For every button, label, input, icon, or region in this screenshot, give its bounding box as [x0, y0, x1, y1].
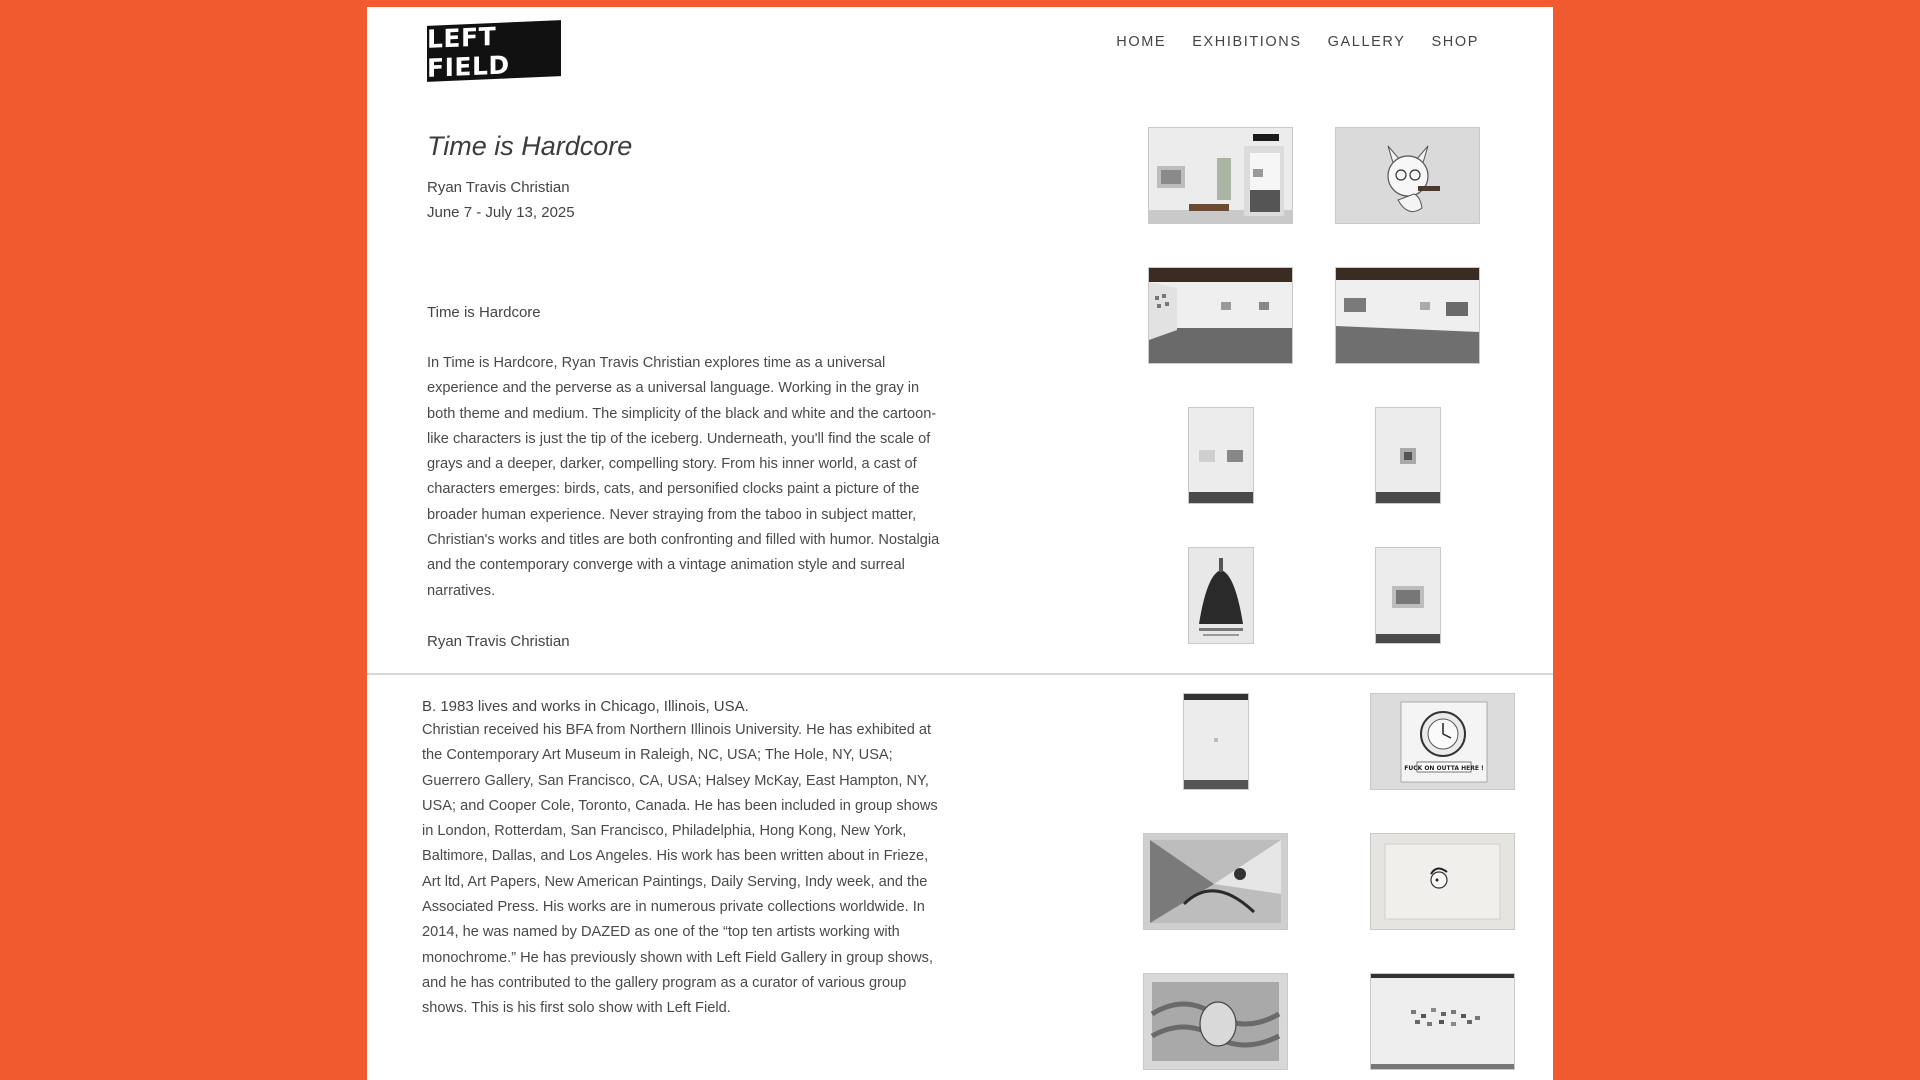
nav-gallery[interactable]: GALLERY [1327, 34, 1406, 50]
gallery-thumb-room-view-2[interactable] [1336, 268, 1479, 363]
exhibition-panel [367, 7, 1553, 673]
artwork-caption: FUCK ON OUTTA HERE ! [1404, 765, 1484, 772]
artist-bio-line1: B. 1983 lives and works in Chicago, Illinois, USA. [422, 698, 749, 715]
exhibition-title: Time is Hardcore [427, 131, 633, 161]
gallery-thumb-wall-3[interactable] [1376, 548, 1440, 643]
artist-bio-panel [367, 675, 1553, 1080]
main-nav [1116, 34, 1479, 50]
gallery-thumb-cat-drawing[interactable] [1336, 128, 1479, 223]
nav-shop[interactable]: SHOP [1431, 34, 1479, 50]
exhibition-description: In Time is Hardcore, Ryan Travis Christian explores time as a universal experience and the perverse as a universal language. Working in the gray in both theme and medium. The simplicity of the black and white and the cartoon-like characters is just the tip of the iceberg. Underneath, you'll find the scale of grays and a deeper, darker, compelling story. From his inner world, a cast of characters emerges: birds, cats, and personified clocks paint a picture of the broader human experience. Never straying from the taboo in subject matter, Christian's works and titles are both confronting and filled with humor. Nostalgia and the contemporary converge with a vintage animation style and surreal narratives. [427, 355, 940, 599]
artist-heading: Ryan Travis Christian [427, 633, 570, 650]
nav-home[interactable]: HOME [1116, 34, 1167, 50]
section-subheading: Time is Hardcore [427, 304, 541, 321]
gallery-thumb-room-view-1[interactable] [1149, 268, 1292, 363]
gallery-thumb-figure-drawing[interactable] [1144, 974, 1287, 1069]
gallery-thumb-entrance[interactable] [1149, 128, 1292, 223]
gallery-thumb-wall-4[interactable] [1184, 694, 1248, 789]
exhibition-dates: June 7 - July 13, 2025 [427, 204, 575, 221]
gallery-thumb-abstract-drawing[interactable] [1144, 834, 1287, 929]
gallery-thumb-mound-poster[interactable] [1189, 548, 1253, 643]
gallery-thumb-wall-2[interactable] [1376, 408, 1440, 503]
page [367, 7, 1553, 1080]
gallery-thumb-salon-wall[interactable] [1371, 974, 1514, 1069]
left-field-logo[interactable]: LEFT FIELD [427, 20, 561, 82]
nav-exhibitions[interactable]: EXHIBITIONS [1192, 34, 1302, 50]
gallery-thumb-wall-1[interactable] [1189, 408, 1253, 503]
gallery-thumb-clock-drawing[interactable] [1371, 694, 1514, 789]
artist-name: Ryan Travis Christian [427, 179, 570, 196]
artist-bio: Christian received his BFA from Northern Illinois University. He has exhibited at the Contemporary Art Museum in Raleigh, NC, USA; The Hole, NY, USA; Guerrero Gallery, San Francisco, CA, USA; Halsey McKay, East Hampton, NY, USA; and Cooper Cole, Toronto, Canada. He has been included in group shows in London, Rotterdam, San Francisco, Philadelphia, Hong Kong, New York, Baltimore, Dallas, and Los Angeles. His work has been written about in Frieze, Art ltd, Art Papers, New American Paintings, Daily Serving, Indy week, and the Associated Press. His works are in numerous private collections worldwide. In 2014, he was named by DAZED as one of the “top ten artists working with monochrome.” He has previously shown with Left Field Gallery in group shows, and he has contributed to the gallery program as a curator of various group shows. This is his first solo show with Left Field. [422, 722, 938, 1017]
gallery-thumb-character-drawing[interactable] [1371, 834, 1514, 929]
